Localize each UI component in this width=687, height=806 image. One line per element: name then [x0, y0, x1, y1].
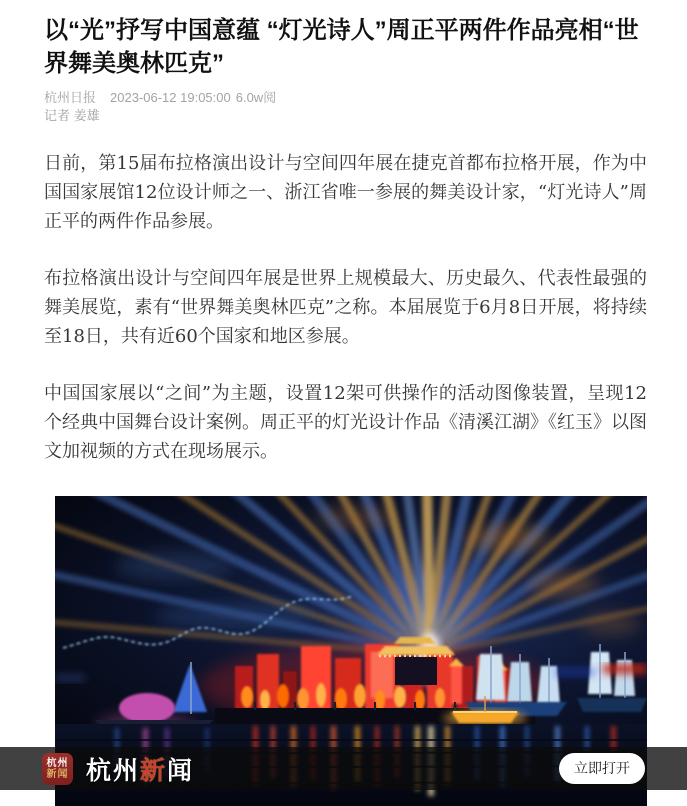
hangzhou-news-app-icon[interactable]: [42, 753, 73, 785]
article-paragraph: 日前，第15届布拉格演出设计与空间四年展在捷克首都布拉格开展，作为中国国家展馆12位设计师之一、浙江省唯一参展的舞美设计家，“灯光诗人”周正平的两件作品参展。: [44, 153, 647, 232]
app-download-banner: [0, 747, 687, 790]
article-paragraph: 布拉格演出设计与空间四年展是世界上规模最大、历史最久、代表性最强的舞美展览，素有“世界舞美奥林匹克”之称。本届展览于6月8日开展，将持续至18日，共有近60个国家和地区参展。: [44, 268, 647, 347]
reporter-line: 记者 姜雄: [44, 108, 100, 123]
app-wordmark: 杭州新闻: [86, 755, 195, 785]
article-meta: [44, 89, 647, 107]
article-body: [44, 149, 647, 466]
open-app-button[interactable]: 立即打开: [559, 753, 645, 784]
app-icon-text-bottom: 新闻: [46, 768, 69, 780]
publish-datetime: 2023-06-12 19:05:00: [110, 90, 231, 105]
article-title: 以“光”抒写中国意蕴 “灯光诗人”周正平两件作品亮相“世界舞美奥林匹克”: [44, 17, 639, 77]
article-paragraph: 中国国家展以“之间”为主题，设置12架可供操作的活动图像装置，呈现12个经典中国舞台设计案例。周正平的灯光设计作品《清溪江湖》《红玉》以图文加视频的方式在现场展示。: [44, 383, 647, 462]
app-icon-text-top: 杭州: [46, 757, 69, 769]
source-name: 杭州日报: [44, 90, 97, 105]
read-count: 6.0w阅: [235, 90, 277, 105]
